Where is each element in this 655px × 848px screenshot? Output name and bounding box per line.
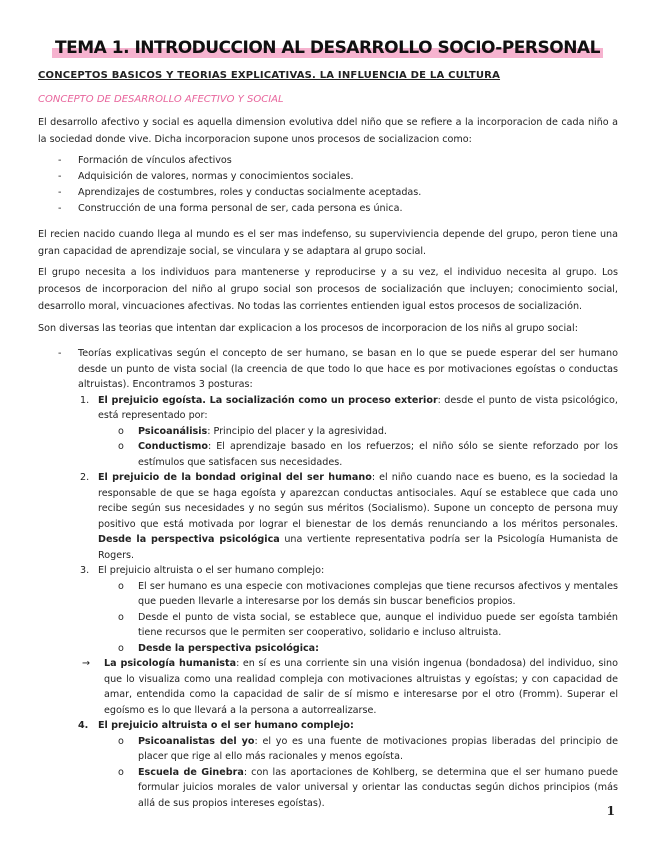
paragraph-1: El desarrollo afectivo y social es aquella dimension evolutiva ddel niño que se refiere a la incorporacion de cada niño a la sociedad donde vive. Dicha incorporacion supone unos procesos de socializacion como: (38, 117, 618, 145)
list-item (58, 656, 618, 718)
item2-heading-2: Desde la perspectiva psicológica (98, 534, 280, 545)
sub-bullet: o (118, 611, 124, 623)
sub-bullet: o (118, 735, 124, 747)
item2-heading: El prejuicio de la bondad original del ser humano (98, 472, 372, 483)
arrow-heading: La psicología humanista (104, 658, 237, 669)
dash-marker: - (58, 187, 62, 198)
bullet-text: Construcción de una forma personal de ser, cada persona es única. (78, 203, 403, 214)
paragraph-4: Son diversas las teorias que intentan dar explicacion a los procesos de incorporacion de los niñs al grupo social: (38, 323, 578, 334)
bullet-item (58, 171, 354, 182)
list-item (58, 563, 618, 579)
item1-sub1-text: : Principio del placer y la agresividad. (207, 425, 387, 437)
arrow-text: : en sí es una corriente sin una visión ingenua (bondadosa) del individuo, sino que lo visualiza como una realidad compleja con motivaciones altruistas y egoístas; y con capacidad de amar, entendida como la capacidad de salir de sí mismo e interesarse por el otro (Fromm). Superar el egoísmo es lo que llevará a la persona a autorrealizarse. (104, 658, 618, 716)
item1-heading: El prejuicio egoísta. La socialización como un proceso exterior (98, 394, 438, 406)
list-number: 1. (80, 394, 90, 406)
item4-heading: El prejuicio altruista o el ser humano complejo: (98, 720, 354, 731)
paragraph-2: El recien nacido cuando llega al mundo es el ser mas indefenso, su superviviencia depende del grupo, peron tiene una gran capacidad de aprendizaje social, se vinculara y se adaptara al grupo social. (38, 229, 618, 257)
dash-marker: - (58, 155, 62, 166)
list-item (58, 718, 618, 734)
sub-bullet: o (118, 441, 124, 452)
theories-intro: Teorías explicativas según el concepto de ser humano, se basan en lo que se puede esperar del ser humano desde un punto de vista social (la creencia de que todo lo que hace es por motivaciones egoístas o conductas altruistas). Encontramos 3 posturas: (78, 348, 618, 390)
item1-sub2-text: : El aprendizaje basado en los refuerzos; el niño sólo se siente reforzado por los estímulos que satisfacen sus necesidades. (138, 441, 618, 468)
dash-marker: - (58, 171, 62, 182)
item3-sub3-heading: Desde la perspectiva psicológica: (138, 642, 319, 654)
list-item (58, 439, 618, 470)
item1-sub1-heading: Psicoanálisis (138, 425, 208, 437)
document-title (0, 38, 655, 58)
bullet-text: Aprendizajes de costumbres, roles y conductas socialmente aceptadas. (78, 187, 422, 198)
item3-sub1-text: El ser humano es una especie con motivaciones complejas que tiene recursos afectivos y mentales que pueden llevarle a interesarse por los demás sin buscar beneficios propios. (138, 580, 618, 607)
bullet-item (58, 187, 421, 198)
list-number: 2. (80, 472, 90, 483)
list-item (58, 424, 618, 440)
bullet-text: Formación de vínculos afectivos (78, 155, 232, 166)
page-number: 1 (606, 804, 615, 818)
dash-marker: - (58, 348, 62, 359)
bullet-text: Adquisición de valores, normas y conocimientos sociales. (78, 171, 354, 182)
list-item (58, 734, 618, 765)
sub-bullet: o (118, 766, 124, 778)
item4-sub1-heading: Psicoanalistas del yo (138, 735, 255, 747)
item2-text: : el niño cuando nace es bueno, es la sociedad la responsable de que se haga egoísta y aparezcan conductas antisociales. Aquí se establece que cada uno recibe según sus necesidades y no según sus méritos (Socialismo). Supone un concepto de persona muy positivo que está motivada por lograr el bienestar de los demás renunciando a los méritos personales. (98, 472, 618, 530)
item3-heading: El prejuicio altruista o el ser humano complejo: (98, 565, 325, 576)
subtitle: CONCEPTOS BASICOS Y TEORIAS EXPLICATIVAS. LA INFLUENCIA DE LA CULTURA (38, 70, 501, 81)
bullet-item (58, 203, 403, 214)
list-item (58, 641, 618, 657)
bullet-item (58, 155, 232, 166)
item2-text-2: una vertiente representativa podría ser la Psicología Humanista de Rogers. (98, 534, 618, 561)
sub-bullet: o (118, 425, 124, 437)
paragraph-3: El grupo necesita a los individuos para mantenerse y reproducirse y a su vez, el individuo necesita al grupo. Los procesos de incorporacion del niño al grupo social son procesos de socialización que incluyen; conocimiento social, desarrollo moral, vincuaciones afectivas. No todas las corrientes entienden igual estos procesos de socialización. (38, 267, 618, 312)
list-number: 4. (78, 720, 89, 731)
list-item (58, 393, 618, 424)
item4-sub1-text: : el yo es una fuente de motivaciones propias liberadas del principio de placer que rige al ello más racionales y menos egoísta. (138, 735, 618, 762)
sub-bullet: o (118, 580, 124, 592)
list-item (58, 610, 618, 641)
item4-sub2-text: : con las aportaciones de Kohlberg, se determina que el ser humano puede formular juicios morales de valor universal y orientar las conductas según dichos principios (más allá de sus propios intereses egoístas). (138, 766, 618, 809)
list-item (58, 579, 618, 610)
section-heading: CONCEPTO DE DESARROLLO AFECTIVO Y SOCIAL (38, 94, 284, 105)
item4-sub2-heading: Escuela de Ginebra (138, 766, 244, 778)
list-item (58, 470, 618, 563)
item1-text: : desde el punto de vista psicológico, está representado por: (98, 394, 618, 421)
title-text: TEMA 1. INTRODUCCION AL DESARROLLO SOCIO-PERSONAL (52, 38, 603, 58)
list-number: 3. (80, 565, 90, 576)
arrow-icon: → (82, 658, 91, 669)
list-item (58, 765, 618, 812)
item3-sub2-text: Desde el punto de vista social, se establece que, aunque el individuo puede ser egoísta también tiene recursos que le permiten ser cooperativo, solidario e incluso altruista. (138, 611, 618, 638)
list-item (58, 346, 618, 393)
item1-sub2-heading: Conductismo (138, 441, 209, 452)
sub-bullet: o (118, 642, 124, 654)
dash-marker: - (58, 203, 62, 214)
theories-list (58, 346, 618, 811)
